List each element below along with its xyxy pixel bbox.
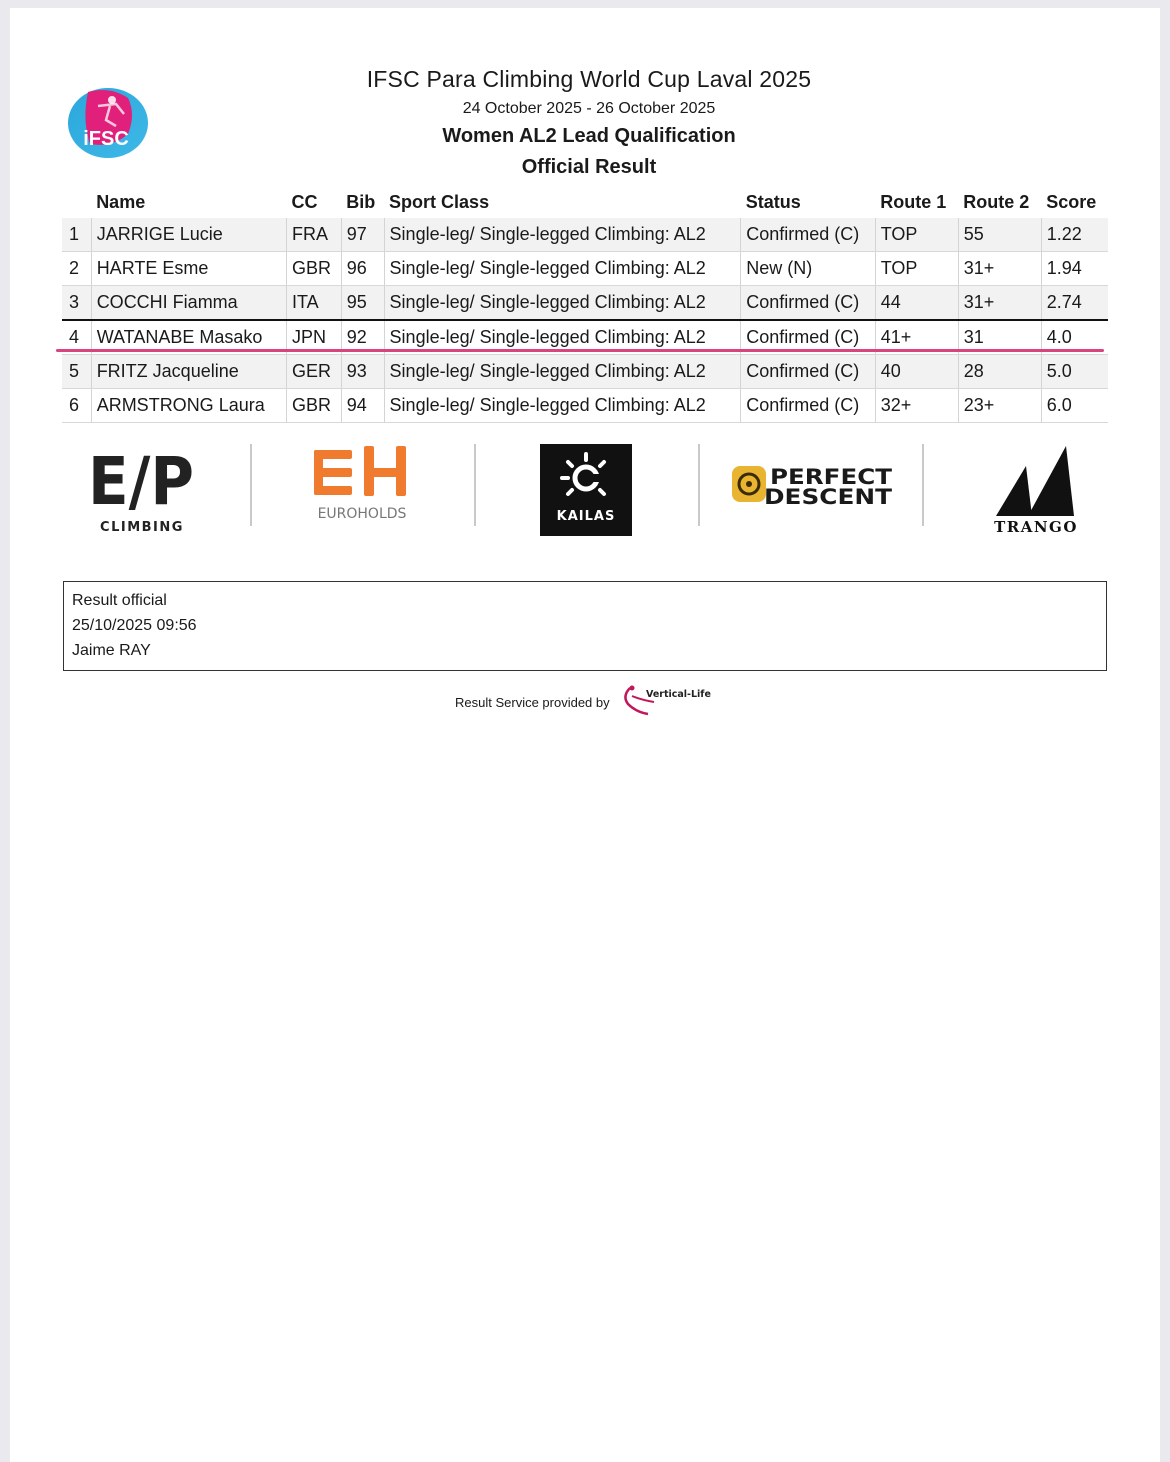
- kailas-logo-text: KAILAS: [556, 509, 616, 524]
- cc-cell: GBR: [286, 252, 341, 286]
- sport-class-cell: Single-leg/ Single-legged Climbing: AL2: [384, 355, 741, 389]
- score-cell: 1.22: [1041, 218, 1108, 252]
- bib-cell: 96: [341, 252, 384, 286]
- rank-cell: 3: [62, 286, 91, 321]
- table-row: [62, 252, 1108, 286]
- cc-cell: FRA: [286, 218, 341, 252]
- table-row: [62, 355, 1108, 389]
- route1-cell: 41+: [875, 320, 958, 355]
- col-sport-class: Sport Class: [389, 191, 490, 212]
- trango-logo-text: TRANGO: [994, 518, 1078, 536]
- result-sheet: [10, 8, 1160, 1462]
- official-label: Result official: [72, 592, 167, 609]
- col-name: Name: [96, 191, 146, 212]
- trango-logo: [980, 432, 1090, 542]
- route1-cell: 40: [875, 355, 958, 389]
- status-cell: Confirmed (C): [741, 389, 876, 423]
- sponsor-divider: [922, 444, 924, 526]
- footer-text: Result Service provided by: [455, 695, 610, 710]
- name-cell: WATANABE Masako: [91, 320, 286, 355]
- name-cell: JARRIGE Lucie: [91, 218, 286, 252]
- sport-class-cell: Single-leg/ Single-legged Climbing: AL2: [384, 252, 741, 286]
- ifsc-logo-text: iFSC: [83, 128, 129, 150]
- route2-cell: 31: [958, 320, 1041, 355]
- bib-cell: 97: [341, 218, 384, 252]
- euroholds-logo: [308, 432, 420, 542]
- sponsor-divider: [250, 444, 252, 526]
- official-name: Jaime RAY: [72, 642, 151, 659]
- score-cell: 6.0: [1041, 389, 1108, 423]
- rank-cell: 5: [62, 355, 91, 389]
- perfect-descent-logo: [728, 432, 896, 542]
- perfect-descent-line2: DESCENT: [764, 485, 893, 509]
- ep-climbing-logo: [82, 432, 202, 542]
- table-row: [62, 218, 1108, 252]
- official-timestamp: 25/10/2025 09:56: [72, 617, 197, 634]
- score-cell: 4.0: [1041, 320, 1108, 355]
- vertical-life-icon: [618, 682, 718, 720]
- sponsor-divider: [698, 444, 700, 526]
- bib-cell: 95: [341, 286, 384, 321]
- euroholds-logo-text: EUROHOLDS: [317, 506, 407, 522]
- ep-logo-sub: CLIMBING: [100, 520, 184, 535]
- rank-cell: 2: [62, 252, 91, 286]
- col-score: Score: [1046, 191, 1097, 212]
- trango-sail-icon: [996, 446, 1074, 516]
- event-dates: 24 October 2025 - 26 October 2025: [462, 100, 716, 117]
- official-result-box: [63, 581, 1107, 671]
- route2-cell: 28: [958, 355, 1041, 389]
- name-cell: ARMSTRONG Laura: [91, 389, 286, 423]
- route2-cell: 55: [958, 218, 1041, 252]
- rank-cell: 6: [62, 389, 91, 423]
- cc-cell: GBR: [286, 389, 341, 423]
- sport-class-cell: Single-leg/ Single-legged Climbing: AL2: [384, 218, 741, 252]
- sport-class-cell: Single-leg/ Single-legged Climbing: AL2: [384, 320, 741, 355]
- footer: [10, 680, 1160, 720]
- rank-cell: 1: [62, 218, 91, 252]
- route2-cell: 31+: [958, 252, 1041, 286]
- cc-cell: GER: [286, 355, 341, 389]
- cc-cell: ITA: [286, 286, 341, 321]
- table-row: [62, 389, 1108, 423]
- col-cc: CC: [291, 191, 318, 212]
- status-cell: Confirmed (C): [741, 218, 876, 252]
- ifsc-logo-icon: [66, 84, 150, 160]
- status-cell: Confirmed (C): [741, 355, 876, 389]
- score-cell: 1.94: [1041, 252, 1108, 286]
- vertical-life-text: Vertical-Life: [646, 689, 711, 700]
- route1-cell: TOP: [875, 252, 958, 286]
- status-cell: New (N): [741, 252, 876, 286]
- col-rank: [62, 186, 91, 218]
- status-cell: Confirmed (C): [741, 320, 876, 355]
- score-cell: 5.0: [1041, 355, 1108, 389]
- route1-cell: TOP: [875, 218, 958, 252]
- category-title: Women AL2 Lead Qualification: [442, 125, 736, 147]
- table-header-row: [62, 186, 1108, 218]
- score-cell: 2.74: [1041, 286, 1108, 321]
- col-status: Status: [745, 191, 801, 212]
- bib-cell: 93: [341, 355, 384, 389]
- col-route2: Route 2: [963, 191, 1030, 212]
- sponsor-strip: [62, 432, 1108, 542]
- ep-logo-mark: E/P: [88, 443, 194, 520]
- kailas-logo: [540, 432, 632, 542]
- status-cell: Confirmed (C): [741, 286, 876, 321]
- perfect-descent-icon: [732, 466, 766, 502]
- name-cell: COCCHI Fiamma: [91, 286, 286, 321]
- route1-cell: 32+: [875, 389, 958, 423]
- bib-cell: 94: [341, 389, 384, 423]
- results-table: [62, 186, 1108, 423]
- sport-class-cell: Single-leg/ Single-legged Climbing: AL2: [384, 286, 741, 321]
- cc-cell: JPN: [286, 320, 341, 355]
- sport-class-cell: Single-leg/ Single-legged Climbing: AL2: [384, 389, 741, 423]
- name-cell: HARTE Esme: [91, 252, 286, 286]
- route2-cell: 31+: [958, 286, 1041, 321]
- route2-cell: 23+: [958, 389, 1041, 423]
- highlight-underline: [56, 349, 1104, 352]
- col-route1: Route 1: [880, 191, 947, 212]
- page-title: IFSC Para Climbing World Cup Laval 2025: [366, 66, 812, 92]
- sponsor-divider: [474, 444, 476, 526]
- name-cell: FRITZ Jacqueline: [91, 355, 286, 389]
- perfect-descent-line1: PERFECT: [770, 465, 893, 489]
- col-bib: Bib: [346, 191, 376, 212]
- route1-cell: 44: [875, 286, 958, 321]
- rank-cell: 4: [62, 320, 91, 355]
- bib-cell: 92: [341, 320, 384, 355]
- table-row: [62, 286, 1108, 321]
- result-type: Official Result: [521, 156, 657, 178]
